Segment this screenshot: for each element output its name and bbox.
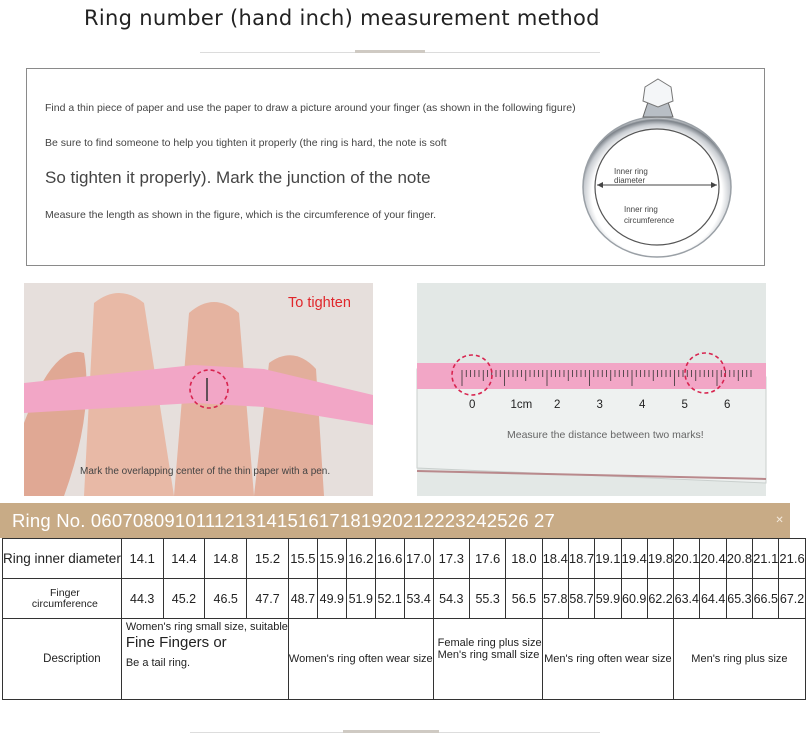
ruler-illustration <box>417 283 766 496</box>
circumference-cell: 47.7 <box>247 579 289 619</box>
diameter-cell: 20.8 <box>726 539 752 579</box>
desc-women-often: Women's ring often wear size <box>288 619 433 700</box>
circumference-cell: 48.7 <box>288 579 317 619</box>
desc-men-plus: Men's ring plus size <box>674 619 806 700</box>
ring-number-header <box>0 503 790 538</box>
ruler-tick-label: 2 <box>554 399 561 411</box>
diameter-cell: 21.1 <box>753 539 779 579</box>
page-title: Ring number (hand inch) measurement method <box>84 6 600 30</box>
circumference-cell: 44.3 <box>121 579 163 619</box>
diameter-row <box>3 539 806 579</box>
desc-female-plus: Female ring plus size <box>437 637 542 649</box>
instruction-line-3: So tighten it properly). Mark the junction of the note <box>45 168 431 187</box>
diameter-cell: 19.8 <box>647 539 673 579</box>
ring-size-table <box>2 538 806 700</box>
circumference-cell: 46.5 <box>205 579 247 619</box>
close-icon: ✕ <box>775 515 784 526</box>
diameter-cell: 21.6 <box>779 539 805 579</box>
diameter-cell: 19.1 <box>595 539 621 579</box>
ruler-tick-label: 4 <box>639 399 646 411</box>
instruction-line-1: Find a thin piece of paper and use the paper to draw a picture around your finger (as shown in the following figure) <box>45 102 576 114</box>
circumference-cell: 60.9 <box>621 579 647 619</box>
ruler-tick-label: 1cm <box>510 399 533 411</box>
circumference-cell: 64.4 <box>700 579 726 619</box>
diameter-cell: 18.7 <box>568 539 594 579</box>
inner-diameter-label-1: Inner ring <box>614 167 648 176</box>
desc-small-1: Women's ring small size, suitable <box>125 621 288 633</box>
ruler-tick-label: 0 <box>469 399 476 411</box>
circumference-cell: 57.8 <box>542 579 568 619</box>
desc-female-plus-men-small <box>433 619 542 700</box>
circumference-cell: 66.5 <box>753 579 779 619</box>
mark-caption: Mark the overlapping center of the thin paper with a pen. <box>80 466 331 477</box>
diameter-cell: 15.2 <box>247 539 289 579</box>
diameter-row-label: Ring inner diameter <box>3 539 122 579</box>
diameter-cell: 18.0 <box>506 539 542 579</box>
paper-strip <box>417 363 766 389</box>
measure-caption: Measure the distance between two marks! <box>507 429 704 441</box>
instruction-line-2: Be sure to find someone to help you tighten it properly (the ring is hard, the note is soft <box>45 137 447 149</box>
circumference-cell: 49.9 <box>317 579 346 619</box>
circumference-cell: 45.2 <box>163 579 205 619</box>
ring-number-header-text: Ring No. 060708091011121314151617181920212223242526 27 <box>12 510 556 531</box>
desc-women-small <box>121 619 288 700</box>
circumference-cell: 55.3 <box>469 579 505 619</box>
diameter-cell: 17.6 <box>469 539 505 579</box>
circumference-label-2: circumference <box>31 597 98 610</box>
circumference-cell: 56.5 <box>506 579 542 619</box>
description-row <box>3 619 806 700</box>
instructions-panel <box>26 68 765 266</box>
diameter-cell: 17.0 <box>404 539 433 579</box>
circumference-cell: 65.3 <box>726 579 752 619</box>
ruler-photo <box>417 283 766 496</box>
desc-men-often: Men's ring often wear size <box>542 619 674 700</box>
ring-inner-edge <box>595 129 719 245</box>
diameter-cell: 20.4 <box>700 539 726 579</box>
inner-circ-label-1: Inner ring <box>624 205 658 214</box>
circumference-cell: 53.4 <box>404 579 433 619</box>
desc-small-3: Be a tail ring. <box>125 657 191 669</box>
circumference-row-label <box>3 579 122 619</box>
diameter-cell: 16.6 <box>375 539 404 579</box>
title-divider-accent <box>355 50 425 53</box>
inner-diameter-label-2: diameter <box>614 176 646 185</box>
diameter-cell: 14.1 <box>121 539 163 579</box>
finger-wrap-photo <box>24 283 373 496</box>
diameter-cell: 14.4 <box>163 539 205 579</box>
desc-small-2: Fine Fingers or <box>125 634 227 651</box>
ruler-tick-label: 6 <box>724 399 731 411</box>
inner-circ-label-2: circumference <box>624 216 675 225</box>
desc-men-small: Men's ring small size <box>437 649 540 661</box>
diameter-cell: 17.3 <box>433 539 469 579</box>
tighten-label: To tighten <box>288 295 351 311</box>
ruler-tick-label: 5 <box>681 399 688 411</box>
circumference-row <box>3 579 806 619</box>
bottom-divider-accent <box>343 730 439 733</box>
description-row-label: Description <box>3 619 122 700</box>
diameter-cell: 19.4 <box>621 539 647 579</box>
circumference-label-1: Finger <box>50 586 80 599</box>
circumference-cell: 67.2 <box>779 579 805 619</box>
diameter-cell: 18.4 <box>542 539 568 579</box>
ruler-tick-label: 3 <box>596 399 603 411</box>
circumference-cell: 52.1 <box>375 579 404 619</box>
circumference-cell: 58.7 <box>568 579 594 619</box>
circumference-cell: 63.4 <box>674 579 700 619</box>
circumference-cell: 54.3 <box>433 579 469 619</box>
instruction-line-4: Measure the length as shown in the figure, which is the circumference of your finger. <box>45 209 437 221</box>
circumference-cell: 59.9 <box>595 579 621 619</box>
diamond-icon <box>643 79 673 107</box>
diameter-cell: 16.2 <box>346 539 375 579</box>
circumference-cell: 62.2 <box>647 579 673 619</box>
diameter-cell: 20.1 <box>674 539 700 579</box>
ring-diagram <box>577 75 747 261</box>
diameter-cell: 14.8 <box>205 539 247 579</box>
finger-illustration <box>24 283 373 496</box>
circumference-cell: 51.9 <box>346 579 375 619</box>
diameter-cell: 15.9 <box>317 539 346 579</box>
diameter-cell: 15.5 <box>288 539 317 579</box>
